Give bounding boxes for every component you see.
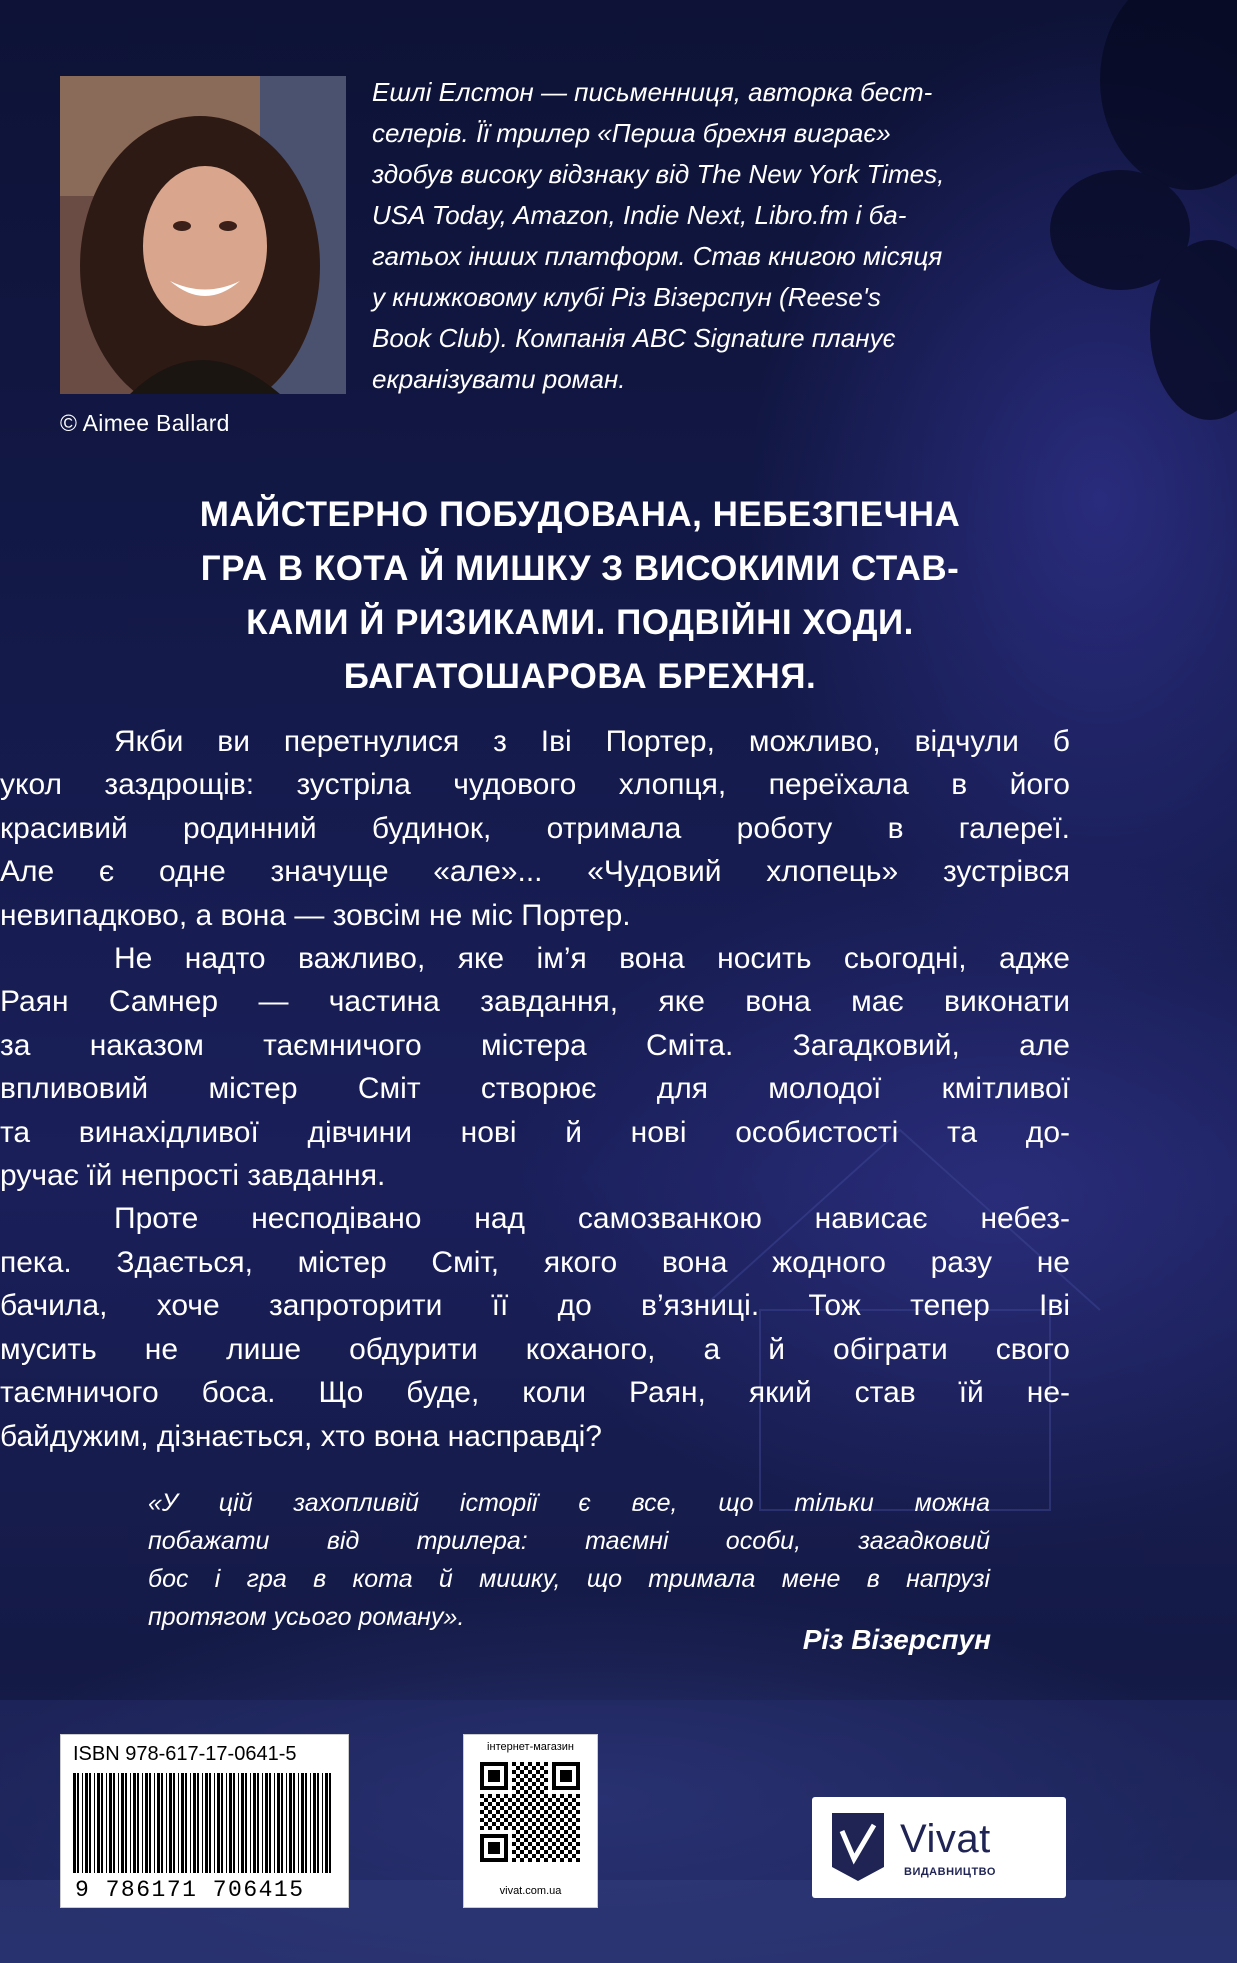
synopsis-line: бачила, хоче запроторити її до в’язниці. Тож тепер Іві [0,1289,1070,1323]
review-line: протягом усього роману». [148,1603,465,1631]
publisher-subtitle: ВИДАВНИЦТВО [904,1866,996,1878]
qr-code-icon [480,1762,580,1862]
barcode-icon [71,1773,337,1877]
bio-line: у книжковому клубі Різ Візерспун (Reese's [372,282,881,312]
synopsis-line: таємничого боса. Що буде, коли Раян, який став їй не- [0,1376,1070,1410]
bio-line: Book Club). Компанія ABC Signature планує [372,323,896,353]
headline [100,488,1060,704]
bio-line: екранізувати роман. [372,364,626,394]
synopsis-line: байдужим, дізнається, хто вона насправді? [0,1419,602,1453]
review-line: побажати від трилера: таємні особи, загадковий [148,1527,990,1555]
synopsis [0,720,1070,1458]
headline-line: БАГАТОШАРОВА БРЕХНЯ. [343,657,817,696]
bio-line: селерів. Її трилер «Перша брехня виграє» [372,118,891,148]
synopsis-line: Не надто важливо, яке ім’я вона носить сьогодні, адже [114,942,1070,976]
publisher-name: Vivat [900,1817,991,1861]
review-line: бос і гра в кота й мишку, що тримала мене в напрузі [148,1565,990,1593]
headline-line: КАМИ Й РИЗИКАМИ. ПОДВІЙНІ ХОДИ. [246,603,914,642]
barcode-digits: 9 786171 706415 [75,1877,305,1903]
synopsis-line: мусить не лише обдурити коханого, а й обіграти свого [0,1332,1070,1366]
synopsis-line: красивий родинний будинок, отримала роботу в галереї. [0,811,1070,845]
bio-line: Ешлі Елстон — письменниця, авторка бест- [372,77,933,107]
qr-bottom-caption: vivat.com.ua [499,1885,562,1897]
synopsis-line: за наказом таємничого містера Сміта. Загадковий, але [0,1028,1070,1062]
headline-line: МАЙСТЕРНО ПОБУДОВАНА, НЕБЕЗПЕЧНА [199,495,961,534]
bio-line: гатьох інших платформ. Став книгою місяця [372,241,943,271]
isbn-barcode-box [60,1734,349,1908]
headline-line: ГРА В КОТА Й МИШКУ З ВИСОКИМИ СТАВ- [200,549,960,588]
synopsis-line: Раян Самнер — частина завдання, яке вона має виконати [0,985,1070,1019]
synopsis-line: Проте несподівано над самозванкою нависає небез- [114,1202,1070,1236]
synopsis-line: укол заздрощів: зустріла чудового хлопця, переїхала в його [0,768,1070,802]
isbn-label: ISBN 978-617-17-0641-5 [73,1743,297,1765]
review-line: «У цій захопливій історії є все, що тільки можна [148,1489,990,1517]
synopsis-line: невипадково, а вона — зовсім не міс Портер. [0,898,631,932]
photo-credit: © Aimee Ballard [60,410,230,436]
author-bio [372,72,1072,400]
bio-line: здобув високу відзнаку від The New York Times, [372,159,945,189]
review-author: Різ Візерспун [802,1624,991,1655]
synopsis-line: ручає їй непрості завдання. [0,1159,386,1193]
synopsis-line: пека. Здається, містер Сміт, якого вона жодного разу не [0,1245,1070,1279]
bio-line: USA Today, Amazon, Indie Next, Libro.fm і ба- [372,200,907,230]
synopsis-line: та винахідливої дівчини нові й нові особистості та до- [0,1115,1070,1149]
review-quote [148,1484,990,1636]
author-photo [60,76,346,394]
publisher-logo [812,1797,1066,1898]
synopsis-line: Якби ви перетнулися з Іві Портер, можливо, відчули б [114,725,1070,758]
qr-top-caption: інтернет-магазин [487,1741,574,1753]
synopsis-line: впливовий містер Сміт створює для молодої кмітливої [0,1072,1070,1106]
qr-code-box [463,1734,598,1908]
synopsis-line: Але є одне значуще «але»... «Чудовий хлопець» зустрівся [0,855,1070,889]
vivat-emblem-icon [826,1809,890,1885]
